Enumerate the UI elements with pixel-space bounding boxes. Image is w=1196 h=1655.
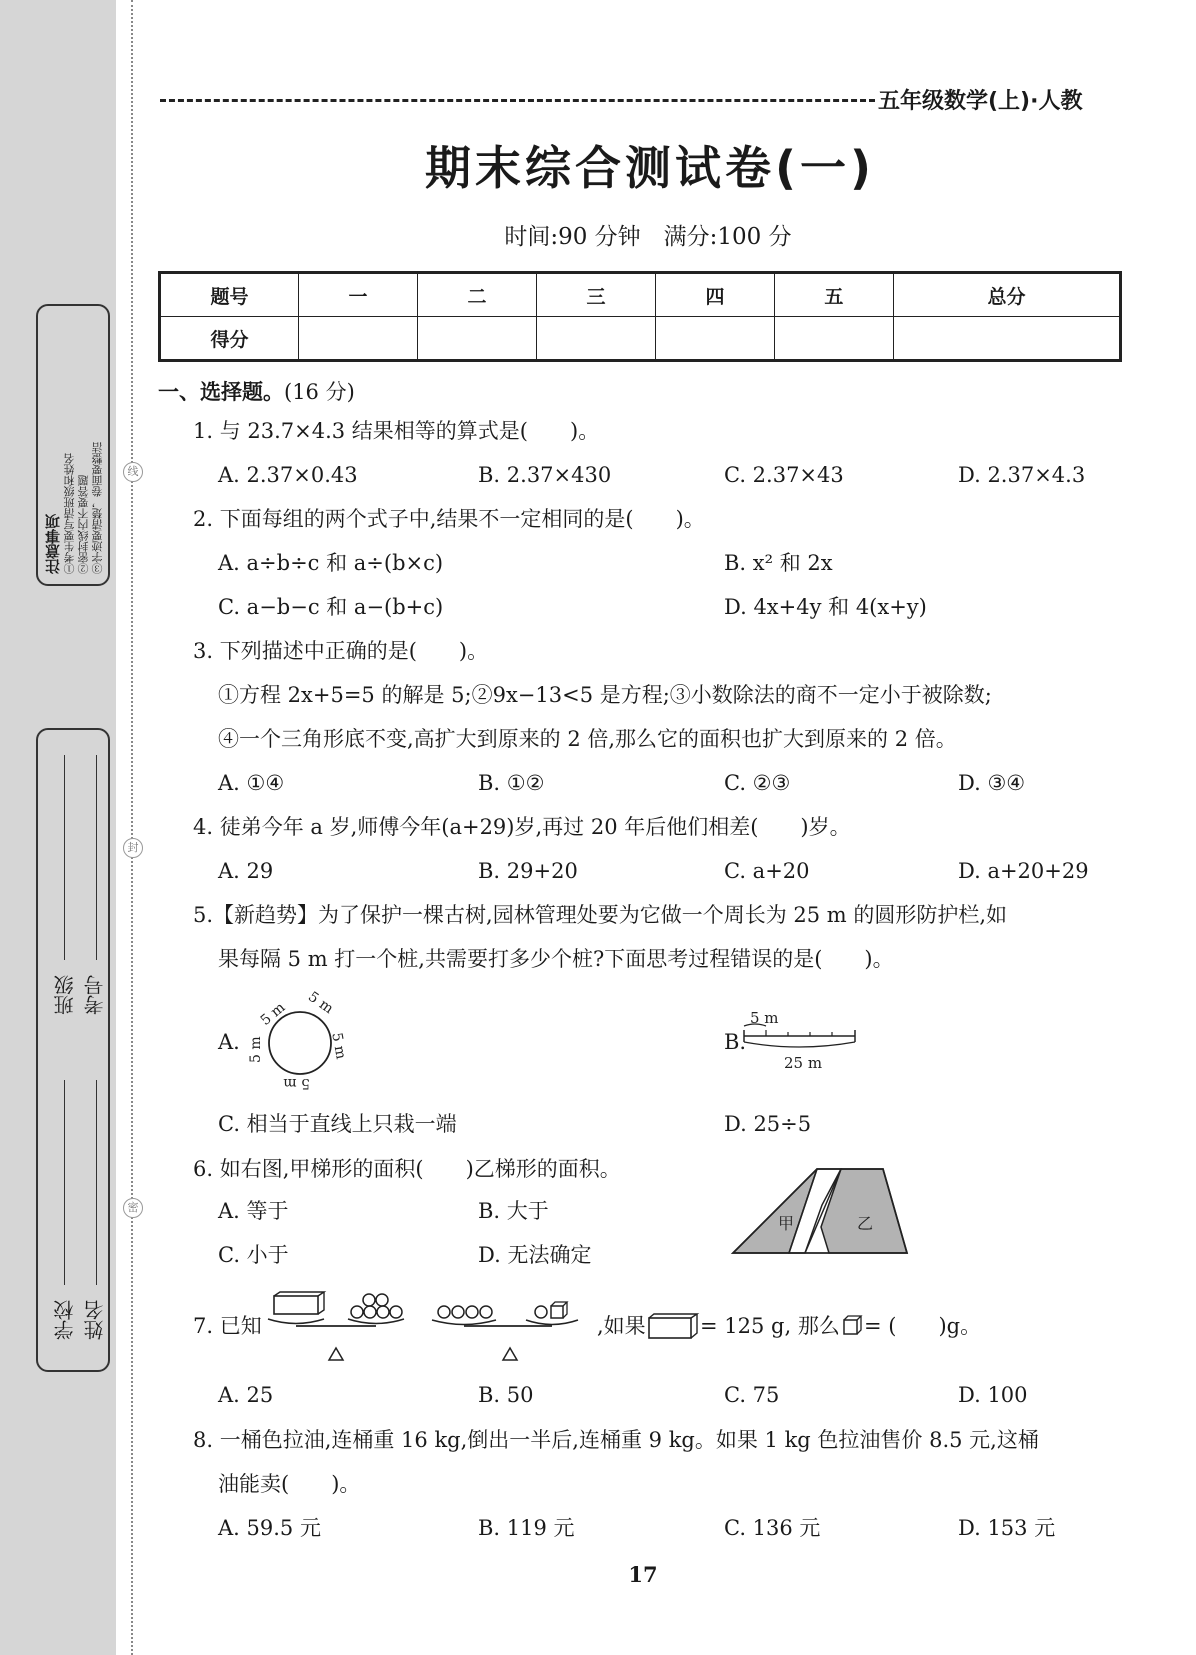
q3-statement-line-2: ④一个三角形底不变,高扩大到原来的 2 倍,那么它的面积也扩大到原来的 2 倍。: [218, 727, 957, 751]
class-field-line: [64, 755, 65, 960]
score-table-header-row: [160, 273, 1121, 317]
q4-stem: 4. 徒弟今年 a 岁,师傅今年(a+29)岁,再过 20 年后他们相差( )岁。: [193, 815, 851, 839]
cube-icon: [843, 1314, 863, 1336]
score-table-score-row: [160, 317, 1121, 361]
q5-circle-label: 5 m: [257, 999, 289, 1029]
score-table: [158, 271, 1122, 362]
ball-icon: [376, 1294, 388, 1306]
cube-icon: [551, 1306, 563, 1318]
score-cell: [417, 317, 536, 361]
score-cell: [774, 317, 893, 361]
ball-icon: [377, 1306, 389, 1318]
note-1: ①考生要写清班级和姓名: [63, 453, 76, 574]
q5-stem-line-2: 果每隔 5 m 打一个桩,共需要打多少个桩?下面思考过程错误的是( )。: [218, 947, 894, 971]
score-header-cell: 四: [655, 273, 774, 317]
q5-circle-figure: [248, 988, 350, 1093]
q6-option-c: C. 小于: [218, 1243, 289, 1267]
q7-option-d: D. 100: [958, 1383, 1028, 1407]
q5-option-d: D. 25÷5: [724, 1112, 812, 1136]
q2-option-d: D. 4x+4y 和 4(x+y): [724, 595, 927, 619]
q7-stem-end: = ( )g。: [864, 1314, 982, 1338]
binding-mark-xian: 线: [123, 462, 143, 482]
exam-no-field-line: [96, 755, 97, 960]
score-header-cell: 题号: [160, 273, 299, 317]
q5-option-a-label: A.: [218, 1030, 240, 1054]
score-header-cell: 二: [417, 273, 536, 317]
q4-option-b: B. 29+20: [478, 859, 578, 883]
q7-stem-middle: ,如果: [597, 1314, 646, 1338]
q5-option-b-label: B.: [724, 1030, 747, 1054]
q6-option-d: D. 无法确定: [478, 1243, 592, 1267]
q5-circle-label: 5 m: [283, 1075, 310, 1091]
page-number: 17: [628, 1562, 658, 1587]
q6-option-a: A. 等于: [218, 1199, 289, 1223]
q5-circle-label: 5 m: [328, 1031, 349, 1061]
ball-icon: [466, 1306, 478, 1318]
exam-no-label: 考号: [83, 975, 107, 1015]
q4-option-a: A. 29: [218, 859, 274, 883]
q2-option-c: C. a−b−c 和 a−(b+c): [218, 595, 444, 619]
note-2: ②密封线内不要答题: [77, 475, 90, 574]
q5-circle-label: 5 m: [305, 988, 337, 1018]
q6-stem: 6. 如右图,甲梯形的面积( )乙梯形的面积。: [193, 1157, 621, 1181]
header-subject: 五年级数学(上)·人教: [878, 89, 1083, 114]
q1-stem: 1. 与 23.7×4.3 结果相等的算式是( )。: [193, 419, 600, 443]
name-field-line: [96, 1080, 97, 1285]
score-cell: [536, 317, 655, 361]
score-cell: [299, 317, 418, 361]
class-label: 班级: [53, 975, 77, 1015]
score-header-cell: 三: [536, 273, 655, 317]
q8-option-b: B. 119 元: [478, 1516, 575, 1540]
q2-option-a: A. a÷b÷c 和 a÷(b×c): [218, 551, 444, 575]
q6-option-b: B. 大于: [478, 1199, 549, 1223]
q3-option-b: B. ①②: [478, 771, 545, 795]
q3-stem: 3. 下列描述中正确的是( )。: [193, 639, 489, 663]
q8-stem-line-1: 8. 一桶色拉油,连桶重 16 kg,倒出一半后,连桶重 9 kg。如果 1 kg 色拉油售价 8.5 元,这桶: [193, 1428, 1039, 1452]
q2-option-b: B. x² 和 2x: [724, 551, 833, 575]
q6-trapezoid-figure: [733, 1167, 909, 1257]
q1-option-a: A. 2.37×0.43: [218, 463, 358, 487]
time-score-info: 时间:90 分钟 满分:100 分: [504, 224, 792, 250]
cuboid-icon: [648, 1313, 700, 1339]
q3-option-c: C. ②③: [724, 771, 791, 795]
q7-stem-equation: = 125 g, 那么: [700, 1314, 840, 1338]
q1-option-c: C. 2.37×43: [724, 463, 844, 487]
balance-scale-1: [266, 1292, 416, 1362]
note-3: ③字迹要清楚，卷面要整洁: [91, 442, 104, 574]
q8-option-d: D. 153 元: [958, 1516, 1056, 1540]
q6-yi-label: 乙: [857, 1214, 874, 1233]
score-row-label: 得分: [160, 317, 299, 361]
school-field-line: [64, 1080, 65, 1285]
score-cell: [655, 317, 774, 361]
q5-option-c: C. 相当于直线上只栽一端: [218, 1112, 457, 1136]
q5-line-figure: [742, 1008, 862, 1078]
q7-option-c: C. 75: [724, 1383, 780, 1407]
score-header-cell: 总分: [893, 273, 1120, 317]
q3-option-a: A. ①④: [218, 771, 285, 795]
score-cell: [893, 317, 1120, 361]
school-label: 学校: [53, 1300, 77, 1340]
q4-option-d: D. a+20+29: [958, 859, 1089, 883]
fulcrum-icon: [503, 1348, 517, 1360]
q5-stem-line-1: 5.【新趋势】为了保护一棵古树,园林管理处要为它做一个周长为 25 m 的圆形防护栏,如: [193, 903, 1008, 927]
ball-icon: [351, 1306, 363, 1318]
ball-icon: [452, 1306, 464, 1318]
score-header-cell: 一: [299, 273, 418, 317]
q5-circle-label: 5 m: [248, 1036, 264, 1063]
fulcrum-icon: [329, 1348, 343, 1360]
q2-stem: 2. 下面每组的两个式子中,结果不一定相同的是( )。: [193, 507, 705, 531]
notes-title: 注意事项: [44, 514, 62, 574]
ball-icon: [364, 1306, 376, 1318]
cuboid-icon: [274, 1296, 318, 1314]
binding-mark-feng: 封: [123, 838, 143, 858]
q5-total-label: 25 m: [784, 1054, 823, 1072]
header-rule: [160, 99, 875, 102]
ball-icon: [438, 1306, 450, 1318]
q7-stem-prefix: 7. 已知: [193, 1314, 262, 1338]
ball-icon: [390, 1306, 402, 1318]
page-title: 期末综合测试卷(一): [424, 141, 876, 195]
score-header-cell: 五: [774, 273, 893, 317]
section-heading: [158, 376, 355, 406]
q1-option-b: B. 2.37×430: [478, 463, 612, 487]
q1-option-d: D. 2.37×4.3: [958, 463, 1086, 487]
q6-jia-label: 甲: [778, 1214, 795, 1233]
q3-statement-line-1: ①方程 2x+5=5 的解是 5;②9x−13<5 是方程;③小数除法的商不一定小于被除数;: [218, 683, 992, 707]
section-points: (16 分): [284, 380, 355, 404]
q7-option-a: A. 25: [218, 1383, 274, 1407]
q3-option-d: D. ③④: [958, 771, 1026, 795]
q5-segment-label: 5 m: [750, 1009, 779, 1027]
section-name: 一、选择题。: [158, 380, 284, 404]
q8-option-a: A. 59.5 元: [218, 1516, 321, 1540]
binding-mark-mi: 密: [123, 1198, 143, 1218]
student-info-box: [36, 728, 110, 1372]
ball-icon: [535, 1306, 547, 1318]
ball-icon: [480, 1306, 492, 1318]
balance-scale-2: [430, 1292, 590, 1362]
ball-icon: [363, 1294, 375, 1306]
q7-option-b: B. 50: [478, 1383, 534, 1407]
q5-circle: [269, 1012, 331, 1074]
q8-stem-line-2: 油能卖( )。: [218, 1472, 361, 1496]
name-label: 姓名: [83, 1300, 107, 1340]
q4-option-c: C. a+20: [724, 859, 810, 883]
q8-option-c: C. 136 元: [724, 1516, 821, 1540]
